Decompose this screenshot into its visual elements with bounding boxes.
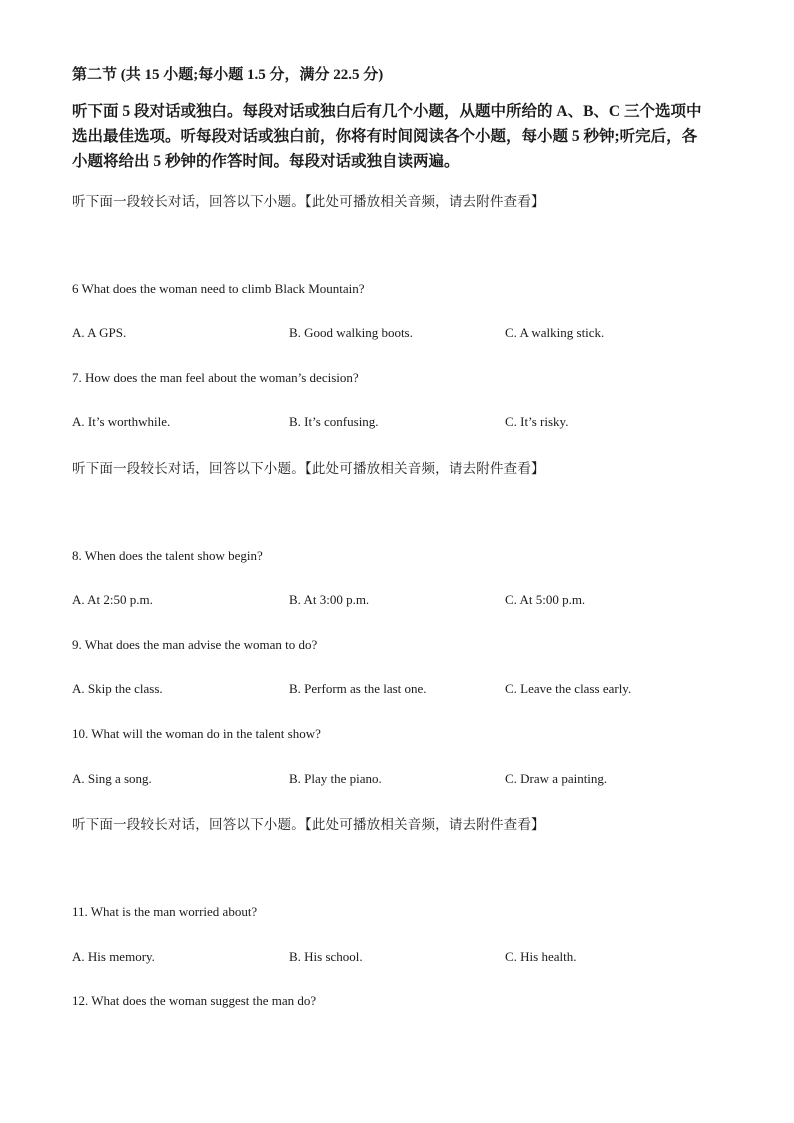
q11-option-b: B. His school. bbox=[289, 949, 363, 964]
q10-option-a: A. Sing a song. bbox=[72, 771, 152, 786]
section-title: 第二节 (共 15 小题;每小题 1.5 分，满分 22.5 分) bbox=[72, 67, 384, 83]
q9-option-b: B. Perform as the last one. bbox=[289, 681, 427, 696]
q11-option-a: A. His memory. bbox=[72, 949, 155, 964]
question-9: 9. What does the man advise the woman to do? bbox=[72, 637, 318, 652]
q6-option-c: C. A walking stick. bbox=[505, 325, 605, 340]
q8-option-b: B. At 3:00 p.m. bbox=[289, 592, 370, 607]
question-8: 8. When does the talent show begin? bbox=[72, 548, 263, 563]
q8-option-c: C. At 5:00 p.m. bbox=[505, 592, 586, 607]
question-7: 7. How does the man feel about the woman’s decision? bbox=[72, 370, 359, 385]
question-6: 6 What does the woman need to climb Black Mountain? bbox=[72, 281, 365, 296]
question-10: 10. What will the woman do in the talent show? bbox=[72, 726, 321, 741]
q8-option-a: A. At 2:50 p.m. bbox=[72, 592, 153, 607]
q10-option-b: B. Play the piano. bbox=[289, 771, 382, 786]
q10-option-c: C. Draw a painting. bbox=[505, 771, 608, 786]
q7-option-b: B. It’s confusing. bbox=[289, 414, 379, 429]
audio-prompt-1: 听下面一段较长对话，回答以下小题。【此处可播放相关音频，请去附件查看】 bbox=[72, 194, 545, 210]
q6-option-b: B. Good walking boots. bbox=[289, 325, 413, 340]
q6-option-a: A. A GPS. bbox=[72, 325, 127, 340]
instructions-line-3: 小题将给出 5 秒钟的作答时间。每段对话或独自读两遍。 bbox=[72, 153, 460, 170]
q7-option-a: A. It’s worthwhile. bbox=[72, 414, 171, 429]
q7-option-c: C. It’s risky. bbox=[505, 414, 569, 429]
q11-option-c: C. His health. bbox=[505, 949, 577, 964]
q9-option-c: C. Leave the class early. bbox=[505, 681, 632, 696]
instructions-line-2: 选出最佳选项。听每段对话或独白前，你将有时间阅读各个小题，每小题 5 秒钟;听完后，各 bbox=[72, 128, 698, 145]
question-11: 11. What is the man worried about? bbox=[72, 904, 258, 919]
q9-option-a: A. Skip the class. bbox=[72, 681, 163, 696]
audio-prompt-2: 听下面一段较长对话，回答以下小题。【此处可播放相关音频，请去附件查看】 bbox=[72, 461, 545, 477]
audio-prompt-3: 听下面一段较长对话，回答以下小题。【此处可播放相关音频，请去附件查看】 bbox=[72, 817, 545, 833]
question-12: 12. What does the woman suggest the man do? bbox=[72, 993, 317, 1008]
instructions-line-1: 听下面 5 段对话或独白。每段对话或独白后有几个小题，从题中所给的 A、B、C 三个选项中 bbox=[72, 103, 702, 120]
